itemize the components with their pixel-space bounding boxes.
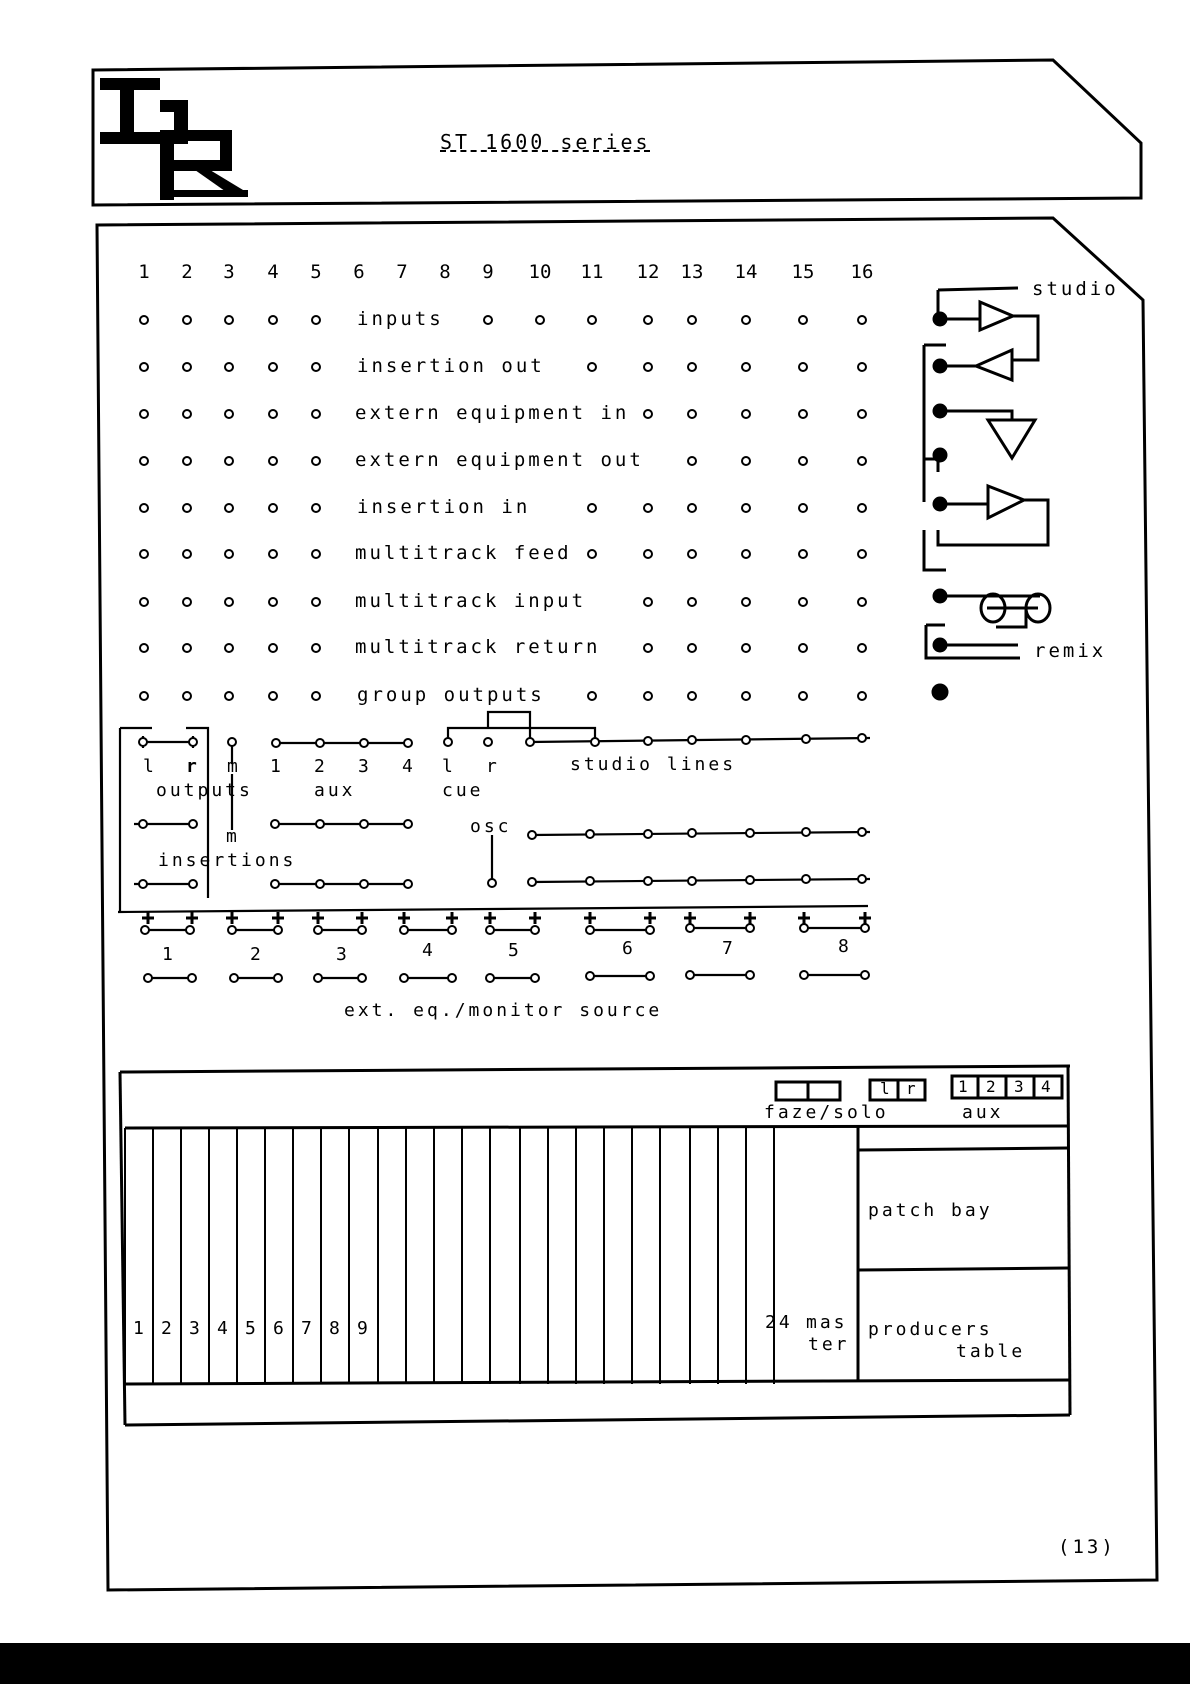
output-m: m: [227, 756, 241, 777]
patch-jack[interactable]: [588, 363, 596, 371]
patch-jack[interactable]: [312, 457, 320, 465]
scan-bottom-bar: [0, 1643, 1190, 1684]
lower-patch-jack[interactable]: [448, 974, 456, 982]
lower-patch-jack[interactable]: [586, 926, 594, 934]
patch-jack[interactable]: [183, 644, 191, 652]
group-number: 6: [622, 938, 636, 959]
lower-patch-jack[interactable]: [861, 971, 869, 979]
lower-patch-jack[interactable]: [404, 880, 412, 888]
lower-patch-jack[interactable]: [189, 820, 197, 828]
column-number: 9: [482, 261, 494, 283]
patch-jack[interactable]: [799, 504, 807, 512]
bus-tee-marker: [398, 912, 410, 924]
lower-patch-jack[interactable]: [230, 974, 238, 982]
bus-tee-marker: [186, 912, 198, 924]
console-frames: [120, 1066, 1070, 1425]
aux-button-3[interactable]: 3: [1014, 1077, 1027, 1096]
patch-jack[interactable]: [858, 644, 866, 652]
lower-patch-jack[interactable]: [644, 830, 652, 838]
patch-jack[interactable]: [799, 457, 807, 465]
fader-strips: [125, 1128, 774, 1384]
group-number: 7: [722, 938, 736, 959]
group-number: 1: [162, 944, 176, 965]
master-label-2: ter: [808, 1334, 850, 1355]
studio-lines-caption: studio lines: [570, 754, 737, 775]
column-number: 14: [734, 261, 758, 283]
lower-patch-jack[interactable]: [800, 924, 808, 932]
patch-jack[interactable]: [140, 363, 148, 371]
bus-tee-marker: [356, 912, 368, 924]
patch-jack[interactable]: [140, 504, 148, 512]
lower-patch-jack[interactable]: [316, 739, 324, 747]
patch-jack[interactable]: [799, 598, 807, 606]
patch-jack[interactable]: [644, 692, 652, 700]
bus-tee-marker: [484, 912, 496, 924]
studio-label: studio: [1032, 278, 1119, 300]
patch-jack[interactable]: [688, 410, 696, 418]
page-number: (13): [1058, 1536, 1116, 1558]
patch-jack[interactable]: [644, 504, 652, 512]
column-number: 7: [396, 261, 408, 283]
aux-button-4[interactable]: 4: [1041, 1077, 1054, 1096]
patch-jack[interactable]: [140, 550, 148, 558]
column-number: 1: [138, 261, 150, 283]
patch-jack[interactable]: [312, 550, 320, 558]
lower-patch-jack[interactable]: [646, 926, 654, 934]
group-number: 4: [422, 940, 436, 961]
bus-tee-marker: [644, 912, 656, 924]
mm-label: m: [226, 826, 240, 847]
column-number: 5: [310, 261, 322, 283]
bus-tee-marker: [798, 912, 810, 924]
patch-row-label: extern equipment in: [355, 402, 630, 424]
patch-row-label: multitrack return: [355, 636, 601, 658]
lower-patch-jack[interactable]: [858, 734, 866, 742]
studio-remix-symbols: [924, 288, 1050, 699]
aux-number: 2: [314, 756, 328, 777]
patch-jack[interactable]: [269, 598, 277, 606]
patch-jack[interactable]: [269, 644, 277, 652]
aux-caption: aux: [314, 780, 356, 801]
patch-jack[interactable]: [225, 598, 233, 606]
lower-patch-jack[interactable]: [686, 924, 694, 932]
patch-jack[interactable]: [799, 316, 807, 324]
producers-label-2: table: [956, 1341, 1026, 1362]
lower-patch-jack[interactable]: [316, 820, 324, 828]
channel-24: 24: [765, 1312, 793, 1333]
patch-row-label: extern equipment out: [355, 449, 644, 471]
bus-tee-marker: [529, 912, 541, 924]
column-number: 13: [680, 261, 704, 283]
lower-patch-jack[interactable]: [742, 736, 750, 744]
patch-jack[interactable]: [799, 550, 807, 558]
patch-jack[interactable]: [225, 692, 233, 700]
patch-jack[interactable]: [858, 550, 866, 558]
patch-jack[interactable]: [312, 598, 320, 606]
lower-patch-jack[interactable]: [186, 926, 194, 934]
bus-tee-marker: [142, 912, 154, 924]
patch-jack[interactable]: [799, 692, 807, 700]
lower-patch-jack[interactable]: [800, 971, 808, 979]
patch-jack[interactable]: [644, 644, 652, 652]
lower-patch-jack[interactable]: [404, 739, 412, 747]
lower-patch-jack[interactable]: [802, 828, 810, 836]
patch-jack[interactable]: [312, 410, 320, 418]
column-number: 12: [636, 261, 660, 283]
lower-patch-jack[interactable]: [528, 831, 536, 839]
lower-patch-jack[interactable]: [528, 878, 536, 886]
patch-jack[interactable]: [225, 316, 233, 324]
patch-jack[interactable]: [269, 363, 277, 371]
lower-patch-jack[interactable]: [139, 738, 147, 746]
patch-bay-label: patch bay: [868, 1200, 993, 1221]
lower-patch-jack[interactable]: [404, 820, 412, 828]
lower-patch-jack[interactable]: [488, 879, 496, 887]
lower-patch-jack[interactable]: [686, 971, 694, 979]
lower-patch-jack[interactable]: [586, 877, 594, 885]
patch-jack[interactable]: [536, 316, 544, 324]
column-number: 15: [791, 261, 815, 283]
lower-patch-jack[interactable]: [746, 971, 754, 979]
bus-tee-marker: [684, 912, 696, 924]
cue-caption: cue: [442, 780, 484, 801]
patch-jack[interactable]: [799, 644, 807, 652]
column-number: 2: [181, 261, 193, 283]
patch-jack[interactable]: [799, 410, 807, 418]
patch-jack[interactable]: [644, 410, 652, 418]
lower-patch-jack[interactable]: [688, 877, 696, 885]
patch-jack[interactable]: [742, 457, 750, 465]
lower-patch-jack[interactable]: [314, 926, 322, 934]
aux-button-1[interactable]: 1: [958, 1077, 971, 1096]
patch-jack[interactable]: [312, 692, 320, 700]
patch-jack[interactable]: [742, 363, 750, 371]
lower-patch-jack[interactable]: [139, 880, 147, 888]
aux-button-2[interactable]: 2: [986, 1077, 999, 1096]
patch-jack[interactable]: [858, 692, 866, 700]
lower-patch-jack[interactable]: [360, 880, 368, 888]
bus-tee-marker: [744, 912, 756, 924]
patch-jack[interactable]: [183, 692, 191, 700]
patch-jack[interactable]: [269, 550, 277, 558]
lower-patch-jack[interactable]: [591, 738, 599, 746]
patch-row-label: insertion out: [357, 355, 545, 377]
patch-jack[interactable]: [858, 457, 866, 465]
patch-jack[interactable]: [225, 644, 233, 652]
lower-patch-jack[interactable]: [644, 737, 652, 745]
patch-jack[interactable]: [183, 457, 191, 465]
patch-jack[interactable]: [312, 363, 320, 371]
bus-tee-marker: [446, 912, 458, 924]
producers-label-1: producers: [868, 1319, 993, 1340]
patch-jack[interactable]: [688, 550, 696, 558]
lower-patch-jack[interactable]: [139, 820, 147, 828]
patch-jack[interactable]: [858, 598, 866, 606]
lower-patch-jack[interactable]: [144, 974, 152, 982]
channel-number: 3: [189, 1318, 200, 1339]
patch-jack[interactable]: [140, 644, 148, 652]
group-number: 5: [508, 940, 522, 961]
lower-patch-jack[interactable]: [274, 926, 282, 934]
lower-patch-jack[interactable]: [141, 926, 149, 934]
lower-patch-jack[interactable]: [688, 736, 696, 744]
patch-jack[interactable]: [688, 598, 696, 606]
faze-solo-label: faze/solo: [764, 1102, 889, 1123]
lower-patch-jack[interactable]: [531, 974, 539, 982]
console-aux-label: aux: [962, 1102, 1004, 1123]
lower-patch-jack[interactable]: [316, 880, 324, 888]
lower-patch-jack[interactable]: [531, 926, 539, 934]
lower-patch-jack[interactable]: [486, 926, 494, 934]
column-number: 3: [223, 261, 235, 283]
patch-jack[interactable]: [225, 410, 233, 418]
channel-number: 4: [217, 1318, 228, 1339]
lower-patch-jack[interactable]: [400, 926, 408, 934]
dr-logo: [100, 78, 248, 200]
master-label-1: mas: [806, 1312, 848, 1333]
patch-jack[interactable]: [183, 504, 191, 512]
patch-jack[interactable]: [140, 457, 148, 465]
column-number: 10: [528, 261, 552, 283]
patch-row-label: inputs: [357, 308, 444, 330]
column-number: 4: [267, 261, 279, 283]
lr-button-l[interactable]: l: [880, 1079, 893, 1098]
lower-patch-jack[interactable]: [644, 877, 652, 885]
patch-jack[interactable]: [588, 550, 596, 558]
patch-jack[interactable]: [799, 363, 807, 371]
lower-patch-jack[interactable]: [688, 829, 696, 837]
group-number: 2: [250, 944, 264, 965]
patch-jack[interactable]: [588, 316, 596, 324]
aux-number: 4: [402, 756, 416, 777]
cue-r: r: [486, 756, 500, 777]
lower-patch-jack[interactable]: [228, 926, 236, 934]
aux-number: 3: [358, 756, 372, 777]
patch-jack[interactable]: [742, 316, 750, 324]
lower-patch-jack[interactable]: [858, 828, 866, 836]
patch-jack[interactable]: [688, 316, 696, 324]
patch-jack[interactable]: [644, 316, 652, 324]
patch-jack[interactable]: [312, 644, 320, 652]
patch-jack[interactable]: [225, 457, 233, 465]
channel-number: 9: [357, 1318, 368, 1339]
channel-number: 6: [273, 1318, 284, 1339]
patch-jack[interactable]: [688, 363, 696, 371]
lower-patch-jack[interactable]: [802, 875, 810, 883]
patch-jack[interactable]: [858, 316, 866, 324]
lower-patch-jack[interactable]: [271, 880, 279, 888]
patch-jack[interactable]: [183, 410, 191, 418]
bus-tee-marker: [584, 912, 596, 924]
patch-row-label: group outputs: [357, 684, 545, 706]
patch-jack[interactable]: [225, 363, 233, 371]
channel-number: 8: [329, 1318, 340, 1339]
patch-jack[interactable]: [688, 504, 696, 512]
patch-jack[interactable]: [484, 316, 492, 324]
patch-jack[interactable]: [644, 598, 652, 606]
patch-jack[interactable]: [742, 644, 750, 652]
patch-jack[interactable]: [269, 457, 277, 465]
lower-patch-jack[interactable]: [228, 738, 236, 746]
channel-number: 1: [133, 1318, 144, 1339]
insertions-caption: insertions: [158, 850, 297, 871]
lower-patch-jack[interactable]: [188, 974, 196, 982]
lower-patch-jack[interactable]: [746, 829, 754, 837]
patch-jack[interactable]: [742, 692, 750, 700]
patch-jack[interactable]: [225, 504, 233, 512]
patch-row-label: insertion in: [357, 496, 531, 518]
patch-jack[interactable]: [183, 316, 191, 324]
lower-patch-jack[interactable]: [586, 972, 594, 980]
patch-jack[interactable]: [183, 598, 191, 606]
patch-row-label: multitrack input: [355, 590, 587, 612]
patch-jack[interactable]: [183, 550, 191, 558]
patch-jack[interactable]: [742, 598, 750, 606]
lower-patch-jack[interactable]: [746, 876, 754, 884]
column-number: 16: [850, 261, 874, 283]
channel-number: 5: [245, 1318, 256, 1339]
patch-jack[interactable]: [269, 504, 277, 512]
patch-jack[interactable]: [858, 504, 866, 512]
patch-jack[interactable]: [140, 316, 148, 324]
lower-patch-jack[interactable]: [802, 735, 810, 743]
patch-jack[interactable]: [644, 363, 652, 371]
lower-patch-jack[interactable]: [484, 738, 492, 746]
lower-patch-jack[interactable]: [271, 820, 279, 828]
patch-jack[interactable]: [140, 692, 148, 700]
output-r: r: [186, 756, 200, 777]
patch-row-label: multitrack feed: [355, 542, 572, 564]
channel-number: 7: [301, 1318, 312, 1339]
bus-tee-marker: [226, 912, 238, 924]
aux-number: 1: [270, 756, 284, 777]
column-number: 11: [580, 261, 604, 283]
bus-tee-marker: [859, 912, 871, 924]
remix-label: remix: [1034, 640, 1107, 662]
lower-patch-jack[interactable]: [526, 738, 534, 746]
lower-patch-jack[interactable]: [360, 820, 368, 828]
lower-patch-jack[interactable]: [646, 972, 654, 980]
lower-patch-jack[interactable]: [444, 738, 452, 746]
output-l: l: [143, 756, 157, 777]
patch-jack[interactable]: [688, 457, 696, 465]
lower-patch-jack[interactable]: [448, 926, 456, 934]
patch-jack[interactable]: [269, 316, 277, 324]
lower-patch-jack[interactable]: [358, 926, 366, 934]
lower-patch-jack[interactable]: [358, 974, 366, 982]
lower-patch-jack[interactable]: [486, 974, 494, 982]
patch-jack[interactable]: [225, 550, 233, 558]
patch-jack[interactable]: [742, 550, 750, 558]
patch-jack[interactable]: [588, 692, 596, 700]
patch-jack[interactable]: [858, 410, 866, 418]
bus-tee-marker: [312, 912, 324, 924]
lower-patch-jack[interactable]: [586, 830, 594, 838]
osc-caption: osc: [470, 816, 512, 837]
group-number: 8: [838, 936, 852, 957]
patch-jack[interactable]: [312, 316, 320, 324]
channel-number: 2: [161, 1318, 172, 1339]
cue-l: l: [442, 756, 456, 777]
lower-patch-jack[interactable]: [360, 739, 368, 747]
lower-patch-jack[interactable]: [400, 974, 408, 982]
patch-jack[interactable]: [644, 550, 652, 558]
lr-button-r[interactable]: r: [906, 1079, 919, 1098]
patch-jack[interactable]: [269, 692, 277, 700]
lower-patch-jack[interactable]: [314, 974, 322, 982]
column-number: 6: [353, 261, 365, 283]
patch-jack[interactable]: [183, 363, 191, 371]
patch-jack[interactable]: [742, 504, 750, 512]
lower-patch-jack[interactable]: [746, 924, 754, 932]
patch-jack[interactable]: [140, 598, 148, 606]
patch-jack[interactable]: [688, 692, 696, 700]
patch-jack[interactable]: [742, 410, 750, 418]
lower-patch-jack[interactable]: [274, 974, 282, 982]
lower-patch-jack[interactable]: [189, 880, 197, 888]
ext-eq-caption: ext. eq./monitor source: [344, 1000, 663, 1021]
lower-patch-jack[interactable]: [189, 738, 197, 746]
column-number: 8: [439, 261, 451, 283]
patch-jack[interactable]: [588, 504, 596, 512]
lower-patch-jack[interactable]: [272, 739, 280, 747]
group-number: 3: [336, 944, 350, 965]
patch-jack[interactable]: [140, 410, 148, 418]
lower-patch-jack[interactable]: [858, 875, 866, 883]
bus-tee-marker: [272, 912, 284, 924]
patch-jack[interactable]: [858, 363, 866, 371]
outputs-caption: outputs: [156, 780, 253, 801]
patch-jack[interactable]: [688, 644, 696, 652]
patch-jack[interactable]: [312, 504, 320, 512]
series-title: ST 1600 series: [440, 130, 651, 154]
patch-jack[interactable]: [269, 410, 277, 418]
lower-patch-jack[interactable]: [861, 924, 869, 932]
